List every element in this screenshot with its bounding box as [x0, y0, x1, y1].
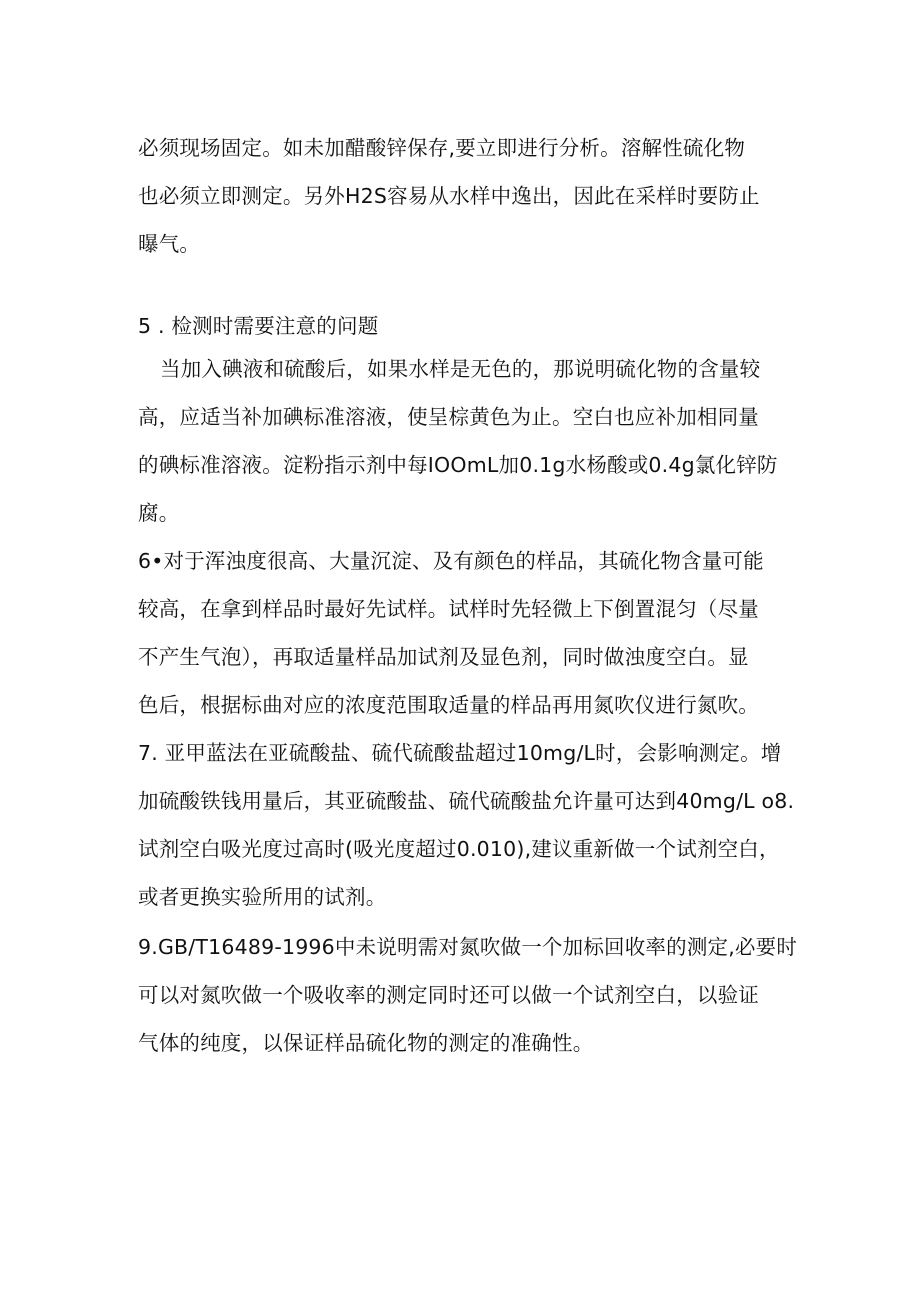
paragraph-line: 加硫酸铁钱用量后，其亚硫酸盐、硫代硫酸盐允许量可达到40mg∕L o8. — [138, 789, 795, 813]
paragraph-line: 7. 亚甲蓝法在亚硫酸盐、硫代硫酸盐超过10mg∕L时，会影响测定。增 — [138, 741, 782, 765]
paragraph-line: 的碘标准溶液。淀粉指示剂中每IOOmL加0.1g水杨酸或0.4g氯化锌防 — [138, 453, 778, 477]
paragraph-line: 色后，根据标曲对应的浓度范围取适量的样品再用氮吹仪进行氮吹。 — [138, 693, 759, 717]
paragraph-line: 或者更换实验所用的试剂。 — [138, 885, 387, 909]
paragraph-line: 不产生气泡），再取适量样品加试剂及显色剂，同时做浊度空白。显 — [138, 645, 749, 669]
section-heading: 5 . 检测时需要注意的问题 — [138, 314, 379, 338]
paragraph-line: 必须现场固定。如未加醋酸锌保存,要立即进行分析。溶解性硫化物 — [138, 136, 746, 160]
paragraph-line: 腐。 — [138, 501, 180, 525]
paragraph-line: 9.GB/T16489-1996中未说明需对氮吹做一个加标回收率的测定,必要时 — [138, 935, 798, 959]
paragraph-line: 高，应适当补加碘标准溶液，使呈棕黄色为止。空白也应补加相同量 — [138, 405, 759, 429]
paragraph-line: 6•对于浑浊度很高、大量沉淀、及有颜色的样品，其硫化物含量可能 — [138, 549, 764, 573]
paragraph-line: 当加入碘液和硫酸后，如果水样是无色的，那说明硫化物的含量较 — [160, 357, 761, 381]
paragraph-line: 气体的纯度，以保证样品硫化物的测定的准确性。 — [138, 1031, 594, 1055]
paragraph-line: 曝气。 — [138, 232, 201, 256]
paragraph-line: 也必须立即测定。另外H2S容易从水样中逸出，因此在采样时要防止 — [138, 184, 760, 208]
paragraph-line: 试剂空白吸光度过高时(吸光度超过0.010),建议重新做一个试剂空白， — [138, 837, 780, 861]
paragraph-line: 较高，在拿到样品时最好先试样。试样时先轻微上下倒置混匀（尽量 — [138, 597, 759, 621]
paragraph-line: 可以对氮吹做一个吸收率的测定同时还可以做一个试剂空白，以验证 — [138, 983, 759, 1007]
